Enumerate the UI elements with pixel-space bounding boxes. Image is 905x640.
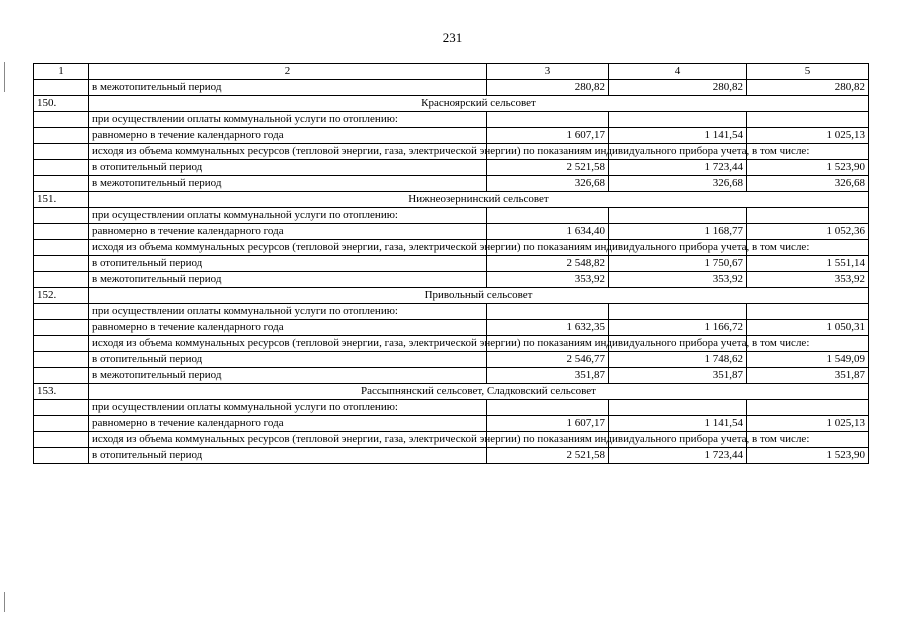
- value-cell: 1 551,14: [747, 256, 869, 272]
- empty-cell: [34, 448, 89, 464]
- empty-cell: [747, 400, 869, 416]
- page-number: 231: [442, 30, 463, 45]
- row-label: равномерно в течение календарного года: [89, 416, 487, 432]
- value-cell: 351,87: [747, 368, 869, 384]
- table-row: [34, 448, 869, 464]
- row-label: при осуществлении оплаты коммунальной услуги по отоплению:: [89, 304, 487, 320]
- value-cell: 1 052,36: [747, 224, 869, 240]
- value-cell: 1 723,44: [609, 448, 747, 464]
- table-row: [34, 304, 869, 320]
- empty-cell: [34, 400, 89, 416]
- empty-cell: [34, 416, 89, 432]
- value-cell: 1 168,77: [609, 224, 747, 240]
- row-label: исходя из объема коммунальных ресурсов (тепловой энергии, газа, электрической энергии) по показаниям индивидуального прибора учета, в том числе:: [89, 432, 487, 448]
- value-cell: 326,68: [747, 176, 869, 192]
- value-cell: 2 521,58: [487, 448, 609, 464]
- empty-cell: [34, 208, 89, 224]
- section-row: [34, 384, 869, 400]
- table-row: [34, 272, 869, 288]
- value-cell: 1 050,31: [747, 320, 869, 336]
- empty-cell: [34, 176, 89, 192]
- table-row: [34, 224, 869, 240]
- table-row: [34, 176, 869, 192]
- value-cell: 1 523,90: [747, 160, 869, 176]
- row-label: в межотопительный период: [89, 272, 487, 288]
- table-row: [34, 352, 869, 368]
- section-row: [34, 288, 869, 304]
- row-label: исходя из объема коммунальных ресурсов (тепловой энергии, газа, электрической энергии) по показаниям индивидуального прибора учета, в том числе:: [89, 240, 487, 256]
- value-cell: 1 523,90: [747, 448, 869, 464]
- empty-cell: [609, 400, 747, 416]
- value-cell: 280,82: [487, 80, 609, 96]
- column-number: 3: [487, 64, 609, 80]
- column-number: 1: [34, 64, 89, 80]
- section-number: 150.: [34, 96, 89, 112]
- value-cell: 326,68: [487, 176, 609, 192]
- table-row: [34, 432, 869, 448]
- column-number-row: [34, 64, 869, 80]
- value-cell: 2 546,77: [487, 352, 609, 368]
- section-row: [34, 192, 869, 208]
- empty-cell: [487, 304, 609, 320]
- value-cell: 1 607,17: [487, 416, 609, 432]
- row-label: в межотопительный период: [89, 80, 487, 96]
- value-cell: 1 141,54: [609, 416, 747, 432]
- table-body: [34, 80, 869, 464]
- value-cell: 1 634,40: [487, 224, 609, 240]
- value-cell: 280,82: [747, 80, 869, 96]
- empty-cell: [34, 336, 89, 352]
- row-label: при осуществлении оплаты коммунальной услуги по отоплению:: [89, 400, 487, 416]
- empty-cell: [487, 112, 609, 128]
- value-cell: 2 548,82: [487, 256, 609, 272]
- table-row: [34, 80, 869, 96]
- empty-cell: [34, 432, 89, 448]
- value-cell: 280,82: [609, 80, 747, 96]
- empty-cell: [609, 112, 747, 128]
- row-label: равномерно в течение календарного года: [89, 128, 487, 144]
- value-cell: 1 025,13: [747, 128, 869, 144]
- empty-cell: [609, 304, 747, 320]
- margin-mark: [4, 62, 5, 92]
- value-cell: 351,87: [609, 368, 747, 384]
- table-row: [34, 320, 869, 336]
- empty-cell: [34, 160, 89, 176]
- value-cell: 353,92: [487, 272, 609, 288]
- value-cell: 353,92: [747, 272, 869, 288]
- row-label: в отопительный период: [89, 352, 487, 368]
- value-cell: 1 723,44: [609, 160, 747, 176]
- empty-cell: [747, 304, 869, 320]
- table-row: [34, 368, 869, 384]
- value-cell: 1 632,35: [487, 320, 609, 336]
- empty-cell: [747, 208, 869, 224]
- column-number: 2: [89, 64, 487, 80]
- row-label: равномерно в течение календарного года: [89, 320, 487, 336]
- margin-mark: [4, 592, 5, 612]
- section-title: Красноярский сельсовет: [89, 96, 869, 112]
- row-label: в отопительный период: [89, 256, 487, 272]
- tariff-table: [33, 63, 869, 464]
- value-cell: 1 750,67: [609, 256, 747, 272]
- value-cell: 2 521,58: [487, 160, 609, 176]
- column-number: 5: [747, 64, 869, 80]
- value-cell: 353,92: [609, 272, 747, 288]
- section-row: [34, 96, 869, 112]
- table-row: [34, 240, 869, 256]
- table-row: [34, 128, 869, 144]
- row-label: при осуществлении оплаты коммунальной услуги по отоплению:: [89, 112, 487, 128]
- empty-cell: [34, 128, 89, 144]
- table-row: [34, 112, 869, 128]
- table-row: [34, 400, 869, 416]
- row-label: в межотопительный период: [89, 368, 487, 384]
- value-cell: 1 166,72: [609, 320, 747, 336]
- section-title: Привольный сельсовет: [89, 288, 869, 304]
- row-label: равномерно в течение календарного года: [89, 224, 487, 240]
- section-number: 153.: [34, 384, 89, 400]
- row-label: в отопительный период: [89, 448, 487, 464]
- empty-cell: [34, 320, 89, 336]
- value-cell: 1 025,13: [747, 416, 869, 432]
- empty-cell: [487, 208, 609, 224]
- value-cell: 1 607,17: [487, 128, 609, 144]
- column-number: 4: [609, 64, 747, 80]
- row-label: при осуществлении оплаты коммунальной услуги по отоплению:: [89, 208, 487, 224]
- empty-cell: [34, 112, 89, 128]
- empty-cell: [34, 256, 89, 272]
- value-cell: 1 549,09: [747, 352, 869, 368]
- empty-cell: [609, 208, 747, 224]
- table-row: [34, 160, 869, 176]
- empty-cell: [34, 80, 89, 96]
- empty-cell: [747, 112, 869, 128]
- value-cell: 351,87: [487, 368, 609, 384]
- table-row: [34, 416, 869, 432]
- table-row: [34, 256, 869, 272]
- empty-cell: [34, 224, 89, 240]
- section-title: Нижнеозернинский сельсовет: [89, 192, 869, 208]
- table-row: [34, 336, 869, 352]
- value-cell: 1 748,62: [609, 352, 747, 368]
- section-number: 151.: [34, 192, 89, 208]
- empty-cell: [34, 304, 89, 320]
- section-title: Рассыпнянский сельсовет, Сладковский сельсовет: [89, 384, 869, 400]
- row-label: исходя из объема коммунальных ресурсов (тепловой энергии, газа, электрической энергии) по показаниям индивидуального прибора учета, в том числе:: [89, 144, 487, 160]
- value-cell: 326,68: [609, 176, 747, 192]
- empty-cell: [34, 368, 89, 384]
- table-row: [34, 144, 869, 160]
- table-row: [34, 208, 869, 224]
- empty-cell: [34, 144, 89, 160]
- empty-cell: [34, 352, 89, 368]
- row-label: в межотопительный период: [89, 176, 487, 192]
- value-cell: 1 141,54: [609, 128, 747, 144]
- row-label: исходя из объема коммунальных ресурсов (тепловой энергии, газа, электрической энергии) по показаниям индивидуального прибора учета, в том числе:: [89, 336, 487, 352]
- empty-cell: [34, 240, 89, 256]
- empty-cell: [34, 272, 89, 288]
- empty-cell: [487, 400, 609, 416]
- row-label: в отопительный период: [89, 160, 487, 176]
- section-number: 152.: [34, 288, 89, 304]
